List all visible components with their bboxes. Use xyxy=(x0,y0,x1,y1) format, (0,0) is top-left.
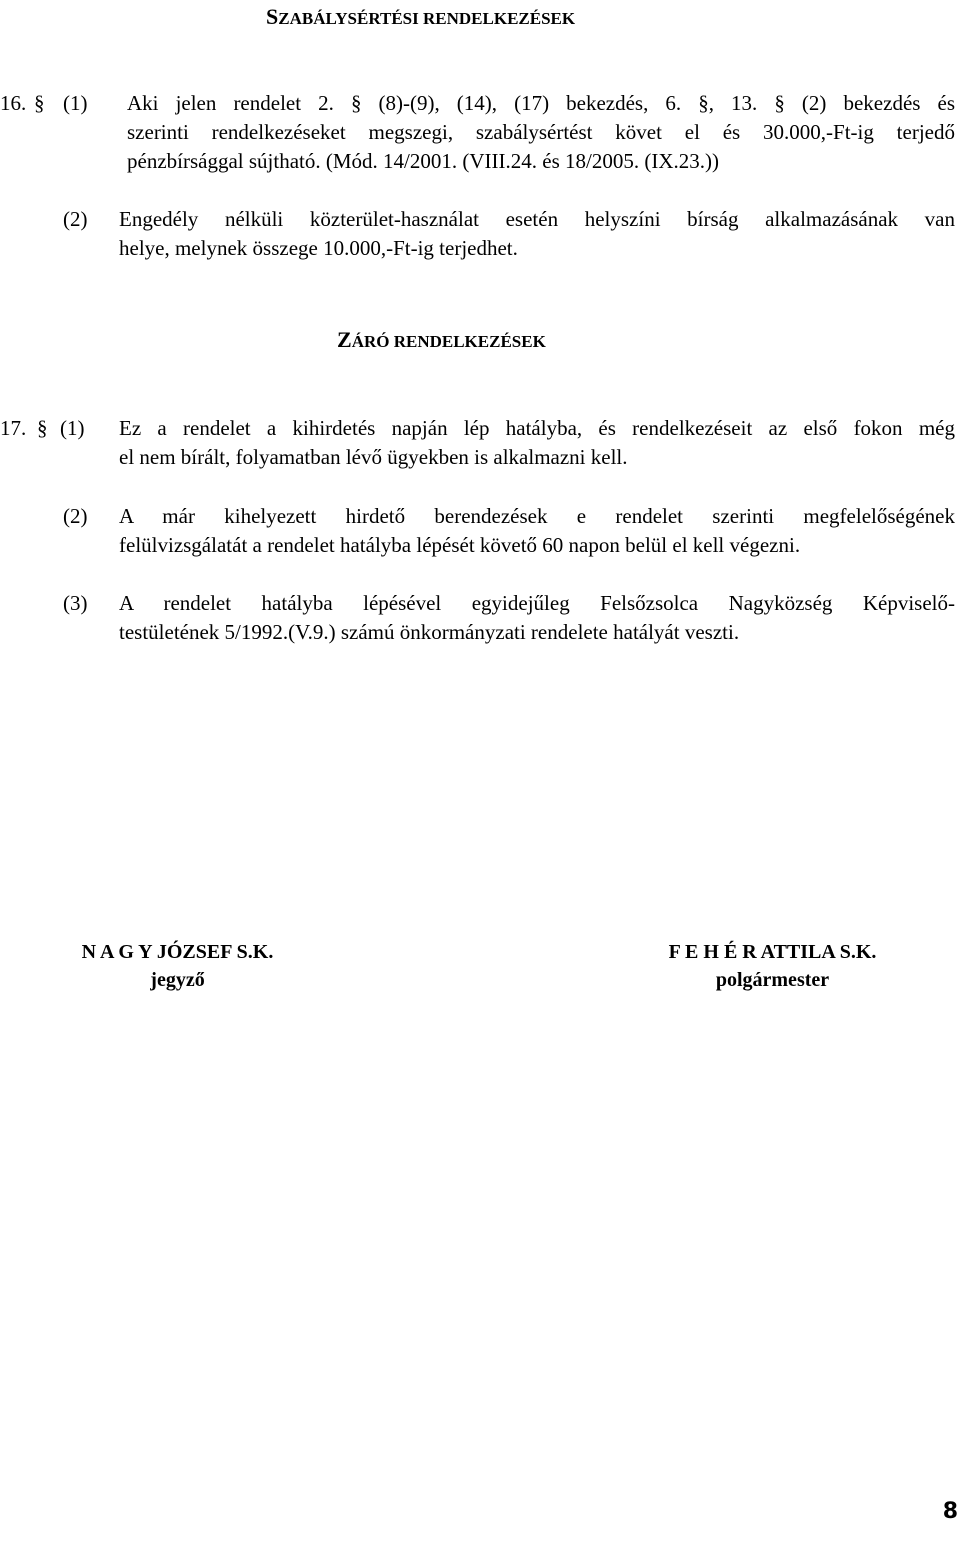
section-16-para-2-line-2: helye, melynek összege 10.000,-Ft-ig terjedhet. xyxy=(119,236,518,260)
section-17-para-3-label: (3) xyxy=(63,591,88,615)
section-16-para-1-line-2: szerinti rendelkezéseket megszegi, szabálysértést követ el és 30.000,-Ft-ig terjedő xyxy=(127,120,955,144)
section-17-para-1-label: (1) xyxy=(60,416,85,440)
section-16-sign: § xyxy=(34,91,45,115)
heading-penalty-provisions xyxy=(266,2,575,33)
heading-final-rest: ÁRÓ RENDELKEZÉSEK xyxy=(351,332,546,351)
section-17-sign: § xyxy=(37,416,48,440)
section-17-para-1-line-1: Ez a rendelet a kihirdetés napján lép hatályba, és rendelkezéseit az első fokon még xyxy=(119,416,955,440)
signature-right-title: polgármester xyxy=(715,969,830,991)
section-17-para-1-line-2: el nem bírált, folyamatban lévő ügyekben is alkalmazni kell. xyxy=(119,445,628,469)
section-16-number: 16. xyxy=(0,91,27,115)
section-16-para-1-label: (1) xyxy=(63,91,88,115)
section-17-para-2-line-2: felülvizsgálatát a rendelet hatályba lépését követő 60 napon belül el kell végezni. xyxy=(119,533,801,557)
page-number: 8 xyxy=(942,1499,958,1524)
heading-penalty-rest: ZABÁLYSÉRTÉSI RENDELKEZÉSEK xyxy=(278,9,576,28)
section-17-para-3-line-2: testületének 5/1992.(V.9.) számú önkormányzati rendelete hatályát veszti. xyxy=(119,620,740,644)
section-17-para-3-line-1: A rendelet hatályba lépésével egyidejűleg Felsőzsolca Nagyközség Képviselő- xyxy=(119,591,955,615)
section-17-number: 17. xyxy=(0,416,27,440)
heading-penalty-initial: S xyxy=(266,4,279,29)
heading-final-initial: Z xyxy=(337,327,352,352)
heading-final-provisions xyxy=(337,325,546,356)
section-17-para-2-line-1: A már kihelyezett hirdető berendezések e rendelet szerinti megfelelőségének xyxy=(119,504,955,528)
section-16-para-1-line-3: pénzbírsággal sújtható. (Mód. 14/2001. (VIII.24. és 18/2005. (IX.23.)) xyxy=(127,149,719,173)
signature-left-title: jegyző xyxy=(150,969,205,991)
signature-right-name: F E H É R ATTILA S.K. xyxy=(668,941,877,963)
section-17-para-2-label: (2) xyxy=(63,504,88,528)
section-16-para-2-line-1: Engedély nélküli közterület-használat esetén helyszíni bírság alkalmazásának van xyxy=(119,207,955,231)
signature-left-name: N A G Y JÓZSEF S.K. xyxy=(81,941,274,963)
section-16-para-2-label: (2) xyxy=(63,207,88,231)
section-16-para-1-line-1: Aki jelen rendelet 2. § (8)-(9), (14), (17) bekezdés, 6. §, 13. § (2) bekezdés és xyxy=(127,91,955,115)
